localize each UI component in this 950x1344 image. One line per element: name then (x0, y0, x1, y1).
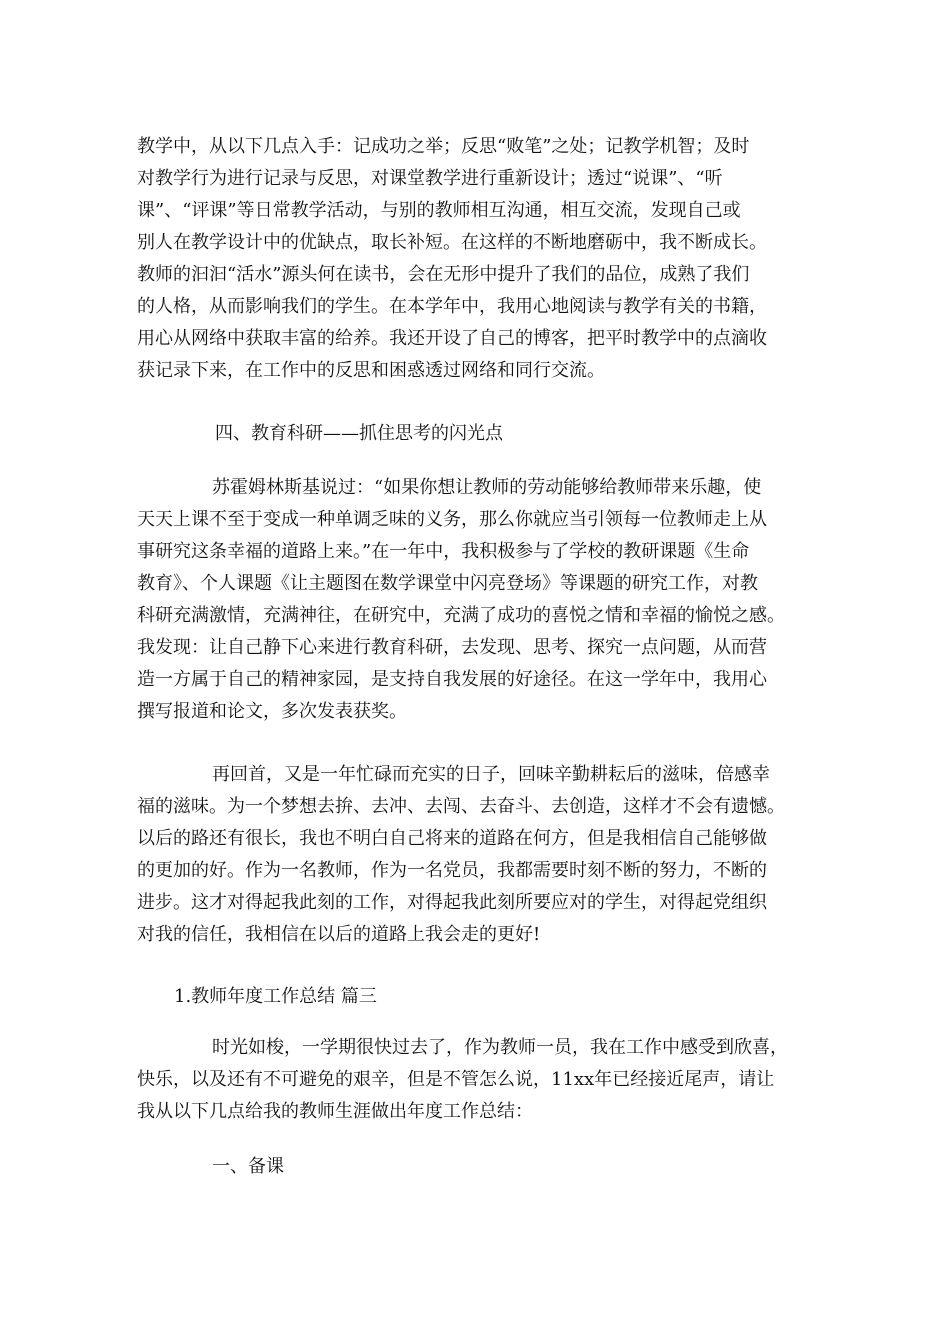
text-line: 对教学行为进行记录与反思，对课堂教学进行重新设计；透过“说课”、“听 (137, 168, 723, 189)
text-line: 用心从网络中获取丰富的给养。我还开设了自己的博客，把平时教学中的点滴收 (137, 328, 767, 349)
text-line: 别人在教学设计中的优缺点，取长补短。在这样的不断地磨砺中，我不断成长。 (137, 232, 767, 253)
text-line: 撰写报道和论文，多次发表获奖。 (137, 701, 407, 722)
text-line: 的人格，从而影响我们的学生。在本学年中，我用心地阅读与教学有关的书籍， (137, 296, 767, 317)
text-line: 以后的路还有很长，我也不明白自己将来的道路在何方，但是我相信自己能够做 (137, 828, 767, 849)
paragraph-looking-back (137, 759, 827, 951)
paragraph-research (137, 472, 827, 728)
text-line: 事研究这条幸福的道路上来。”在一年中，我积极参与了学校的教研课题《生命 (137, 541, 750, 562)
section-heading: 四、教育科研——抓住思考的闪光点 (215, 423, 503, 444)
text-line: 的更加的好。作为一名教师，作为一名党员，我都需要时刻不断的努力，不断的 (137, 860, 767, 881)
text-line: 获记录下来，在工作中的反思和困惑透过网络和同行交流。 (137, 360, 605, 381)
text-line: 造一方属于自己的精神家园，是支持自我发展的好途径。在这一学年中，我用心 (137, 669, 767, 690)
paragraph-reflection (137, 131, 827, 387)
text-line: 教育》、个人课题《让主题图在数学课堂中闪亮登场》等课题的研究工作，对教 (137, 573, 758, 594)
text-line: 课”、“评课”等日常教学活动，与别的教师相互沟通，相互交流，发现自己或 (137, 200, 741, 221)
text-line: 教师的汩汩“活水”源头何在读书，会在无形中提升了我们的品位，成熟了我们 (137, 264, 750, 285)
text-line: 科研充满激情，充满神往，在研究中，充满了成功的喜悦之情和幸福的愉悦之感。 (137, 605, 785, 626)
heading-education-research (215, 418, 905, 450)
text-line: 时光如梭，一学期很快过去了，作为教师一员，我在工作中感受到欣喜， (212, 1037, 788, 1058)
section-title-block (174, 981, 864, 1013)
paragraph-time-flies (137, 1032, 827, 1128)
text-line: 天天上课不至于变成一种单调乏味的义务，那么你就应当引领每一位教师走上从 (137, 509, 767, 530)
text-line: 苏霍姆林斯基说过：“如果你想让教师的劳动能够给教师带来乐趣，使 (212, 477, 762, 498)
text-line: 快乐，以及还有不可避免的艰辛，但是不管怎么说，11xx年已经接近尾声，请让 (137, 1069, 775, 1090)
text-line: 福的滋味。为一个梦想去拚、去冲、去闯、去奋斗、去创造，这样才不会有遗憾。 (137, 796, 785, 817)
section-heading: 一、备课 (212, 1156, 284, 1177)
heading-lesson-prep (212, 1151, 902, 1183)
section-title: 1.教师年度工作总结 篇三 (174, 986, 377, 1007)
text-line: 教学中，从以下几点入手：记成功之举；反思“败笔”之处；记教学机智；及时 (137, 136, 750, 157)
text-line: 我从以下几点给我的教师生涯做出年度工作总结： (137, 1101, 533, 1122)
text-line: 再回首，又是一年忙碌而充实的日子，回味辛勤耕耘后的滋味，倍感幸 (212, 764, 770, 785)
text-line: 进步。这才对得起我此刻的工作，对得起我此刻所要应对的学生，对得起党组织 (137, 892, 767, 913)
text-line: 对我的信任，我相信在以后的道路上我会走的更好! (137, 924, 541, 945)
text-line: 我发现：让自己静下心来进行教育科研，去发现、思考、探究一点问题，从而营 (137, 637, 767, 658)
